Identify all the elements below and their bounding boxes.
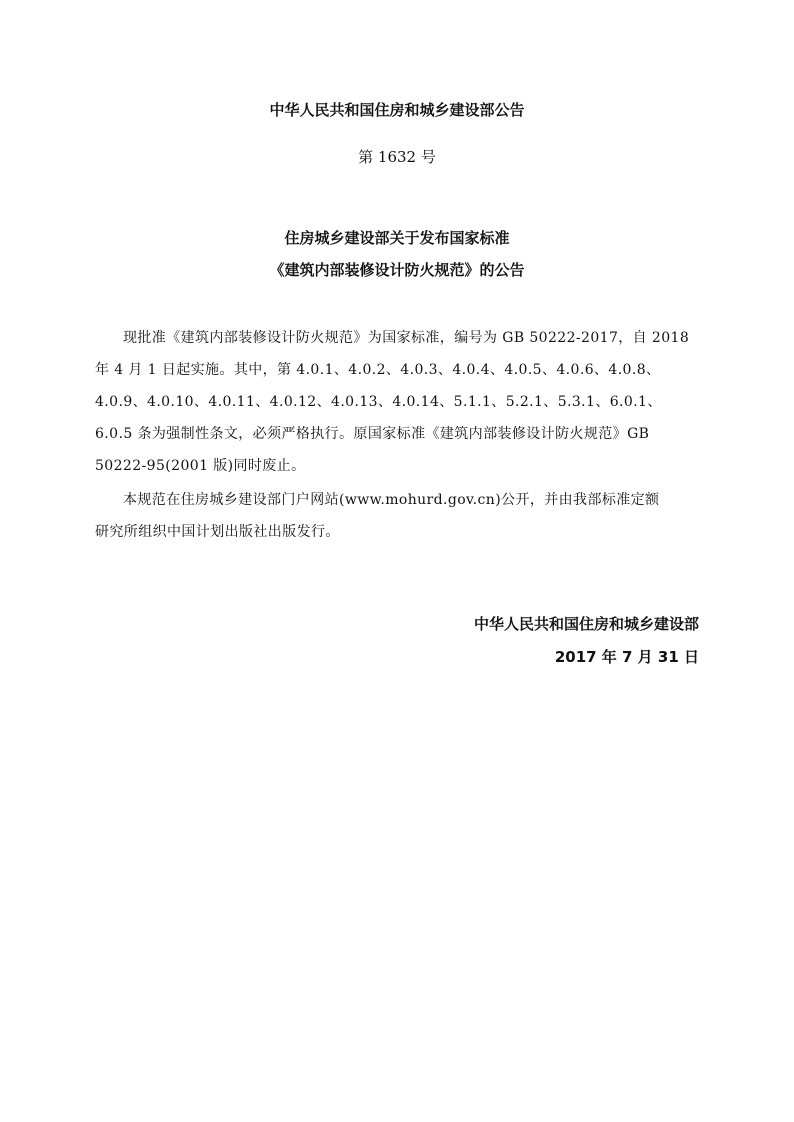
notice-paragraph-2 — [95, 484, 705, 548]
notice-title-line-2: 《建筑内部装修设计防火规范》的公告 — [269, 261, 525, 279]
signature-date: 2017 年 7 月 31 日 — [554, 648, 699, 666]
paragraph-1-line: 4.0.9、4.0.10、4.0.11、4.0.12、4.0.13、4.0.14、5.1.1、5.2.1、5.3.1、6.0.1、 — [95, 394, 662, 410]
paragraph-1-line: 年 4 月 1 日起实施。其中，第 4.0.1、4.0.2、4.0.3、4.0.4、4.0.5、4.0.6、4.0.8、 — [95, 362, 661, 378]
paragraph-1-line: 现批准《建筑内部装修设计防火规范》为国家标准，编号为 GB 50222-2017，自 2018 — [123, 330, 690, 346]
signature-organization: 中华人民共和国住房和城乡建设部 — [473, 615, 699, 633]
paragraph-2-line: 研究所组织中国计划出版社出版发行。 — [95, 524, 340, 540]
notice-paragraph-1 — [95, 322, 705, 482]
paragraph-1-line: 6.0.5 条为强制性条文，必须严格执行。原国家标准《建筑内部装修设计防火规范》GB — [95, 426, 650, 442]
notice-title-line-1: 住房城乡建设部关于发布国家标准 — [284, 229, 510, 247]
issuer-title: 中华人民共和国住房和城乡建设部公告 — [269, 101, 525, 119]
announcement-number: 第 1632 号 — [358, 148, 436, 166]
paragraph-2-line: 本规范在住房城乡建设部门户网站(www.mohurd.gov.cn)公开，并由我部标准定额 — [123, 492, 660, 508]
paragraph-1-line: 50222-95(2001 版)同时废止。 — [95, 458, 306, 474]
